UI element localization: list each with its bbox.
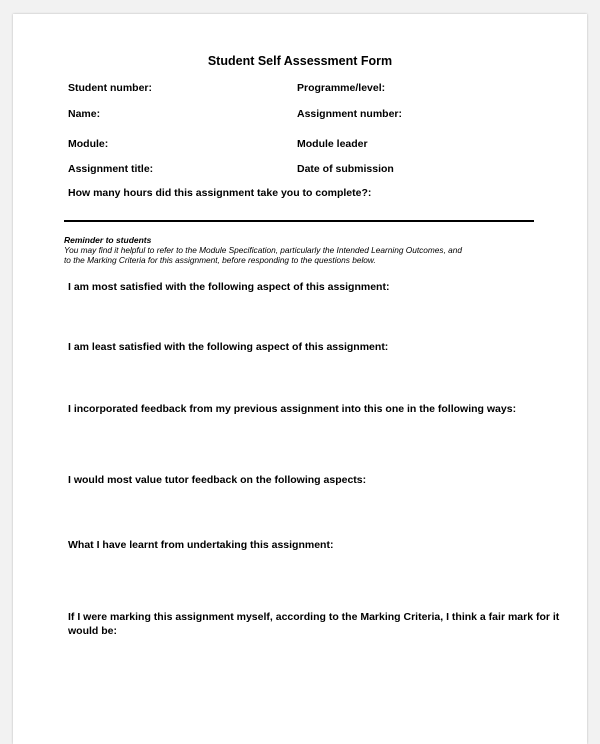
reminder-text (64, 245, 534, 265)
date-of-submission-label: Date of submission (297, 163, 394, 175)
module-label: Module: (68, 138, 109, 150)
question-fair-mark (68, 610, 559, 638)
assignment-title-label: Assignment title: (68, 163, 154, 175)
programme-level-label: Programme/level: (297, 82, 386, 94)
question-tutor-feedback: I would most value tutor feedback on the following aspects: (68, 474, 367, 486)
assignment-number-label: Assignment number: (297, 108, 403, 120)
question-line: If I were marking this assignment myself, according to the Marking Criteria, I think a fair mark for it (68, 611, 560, 623)
reminder-line: to the Marking Criteria for this assignment, before responding to the questions below. (64, 255, 376, 265)
hours-label: How many hours did this assignment take you to complete?: (68, 187, 372, 199)
section-divider (64, 220, 534, 222)
question-least-satisfied: I am least satisfied with the following aspect of this assignment: (68, 341, 389, 353)
reminder-heading: Reminder to students (64, 235, 152, 245)
name-label: Name: (68, 108, 101, 120)
question-line: would be: (68, 625, 117, 637)
question-incorporated-feedback: I incorporated feedback from my previous assignment into this one in the following ways: (68, 403, 517, 415)
reminder-line: You may find it helpful to refer to the Module Specification, particularly the Intended Learning Outcomes, and (64, 245, 463, 255)
student-number-label: Student number: (68, 82, 152, 94)
question-most-satisfied: I am most satisfied with the following aspect of this assignment: (68, 281, 390, 293)
question-learnt: What I have learnt from undertaking this assignment: (68, 539, 334, 551)
module-leader-label: Module leader (297, 138, 368, 150)
form-title: Student Self Assessment Form (207, 54, 393, 68)
